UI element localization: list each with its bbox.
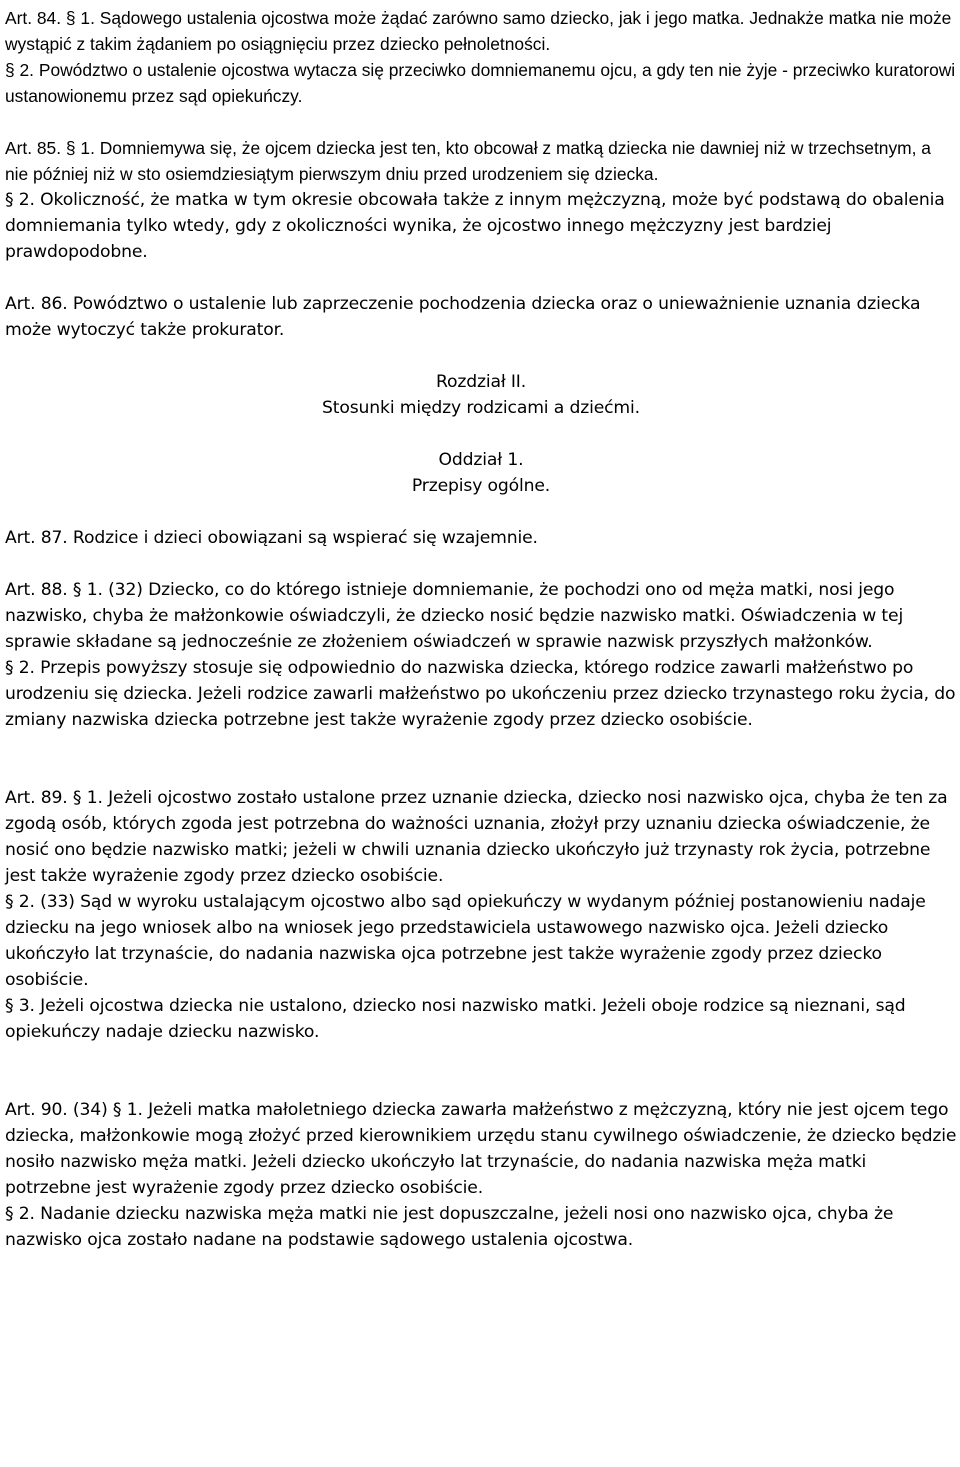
article-88-paragraph-2: § 2. Przepis powyższy stosuje się odpowiednio do nazwiska dziecka, którego rodzice zawarli małżeństwo po urodzeniu się dziecka. Jeżeli rodzice zawarli małżeństwo po ukończeniu przez dziecko trzynastego roku życia, do zmiany nazwiska dziecka potrzebne jest także wyrażenie zgody przez dziecko osobiście.: [5, 658, 956, 730]
article-90-paragraph-1: Art. 90. (34) § 1. Jeżeli matka małoletniego dziecka zawarła małżeństwo z mężczyzną, który nie jest ojcem tego dziecka, małżonkowie mogą złożyć przed kierownikiem urzędu stanu cywilnego oświadczenie, że dziecko będzie nosiło nazwisko męża matki. Jeżeli dziecko ukończyło lat trzynaście, do nadania nazwiska męża matki potrzebne jest wyrażenie zgody przez dziecko osobiście.: [5, 1100, 957, 1198]
spacer: [5, 499, 957, 525]
spacer: [5, 421, 957, 447]
spacer: [5, 109, 957, 135]
article-87-paragraph-1: Art. 87. Rodzice i dzieci obowiązani są wspierać się wzajemnie.: [5, 528, 538, 548]
section-number: Oddział 1.: [438, 450, 524, 470]
article-85-paragraph-2: § 2. Okoliczność, że matka w tym okresie obcowała także z innym mężczyzną, może być podstawą do obalenia domniemania tylko wtedy, gdy z okoliczności wynika, że ojcostwo innego mężczyzny jest bardziej prawdopodobne.: [5, 190, 945, 262]
article-89-paragraph-3: § 3. Jeżeli ojcostwa dziecka nie ustalono, dziecko nosi nazwisko matki. Jeżeli oboje rodzice są nieznani, sąd opiekuńczy nadaje dziecku nazwisko.: [5, 996, 906, 1042]
article-86: [5, 291, 957, 343]
spacer: [5, 265, 957, 291]
article-88-paragraph-1: Art. 88. § 1. (32) Dziecko, co do którego istnieje domniemanie, że pochodzi ono od męża matki, nosi jego nazwisko, chyba że małżonkowie oświadczyli, że dziecko nosić będzie nazwisko matki. Oświadczenia w tej sprawie składane są jednocześnie ze złożeniem oświadczeń w sprawie nazwisk przyszłych małżonków.: [5, 580, 904, 652]
article-88: [5, 577, 957, 733]
article-84: [5, 5, 957, 109]
chapter-number: Rozdział II.: [435, 372, 527, 392]
article-90-paragraph-2: § 2. Nadanie dziecku nazwiska męża matki nie jest dopuszczalne, jeżeli nosi ono nazwisko ojca, chyba że nazwisko ojca zostało nadane na podstawie sądowego ustalenia ojcostwa.: [5, 1204, 894, 1250]
spacer: [5, 1045, 957, 1097]
article-89-paragraph-1: Art. 89. § 1. Jeżeli ojcostwo zostało ustalone przez uznanie dziecka, dziecko nosi nazwisko ojca, chyba że ten za zgodą osób, których zgoda jest potrzebna do ważności uznania, złożył przy uznaniu dziecka oświadczenie, że nosić ono będzie nazwisko matki; jeżeli w chwili uznania dziecko ukończyło już trzynasty rok życia, potrzebne jest także wyrażenie zgody przez dziecko osobiście.: [5, 788, 948, 886]
spacer: [5, 343, 957, 369]
document-page: [5, 5, 957, 1253]
section-title: Przepisy ogólne.: [411, 476, 551, 496]
article-89-paragraph-2: § 2. (33) Sąd w wyroku ustalającym ojcostwo albo sąd opiekuńczy w wydanym później postanowieniu nadaje dziecku na jego wniosek albo na wniosek jego przedstawiciela ustawowego nazwisko ojca. Jeżeli dziecko ukończyło lat trzynaście, do nadania nazwiska ojca potrzebne jest także wyrażenie zgody przez dziecko osobiście.: [5, 892, 926, 990]
article-87: [5, 525, 957, 551]
article-86-paragraph-1: Art. 86. Powództwo o ustalenie lub zaprzeczenie pochodzenia dziecka oraz o unieważnienie uznania dziecka może wytoczyć także prokurator.: [5, 294, 921, 340]
article-85-paragraph-1: Art. 85. § 1. Domniemywa się, że ojcem dziecka jest ten, kto obcował z matką dziecka nie dawniej niż w trzechsetnym, a nie później niż w sto osiemdziesiątym pierwszym dniu przed urodzeniem się dziecka.: [5, 138, 931, 184]
article-85: [5, 135, 957, 265]
article-89: [5, 785, 957, 1045]
chapter-heading: [5, 369, 957, 421]
article-84-paragraph-1: Art. 84. § 1. Sądowego ustalenia ojcostwa może żądać zarówno samo dziecko, jak i jego matka. Jednakże matka nie może wystąpić z takim żądaniem po osiągnięciu przez dziecko pełnoletności.: [5, 8, 952, 54]
spacer: [5, 733, 957, 785]
section-heading: [5, 447, 957, 499]
chapter-title: Stosunki między rodzicami a dziećmi.: [322, 398, 640, 418]
article-84-paragraph-2: § 2. Powództwo o ustalenie ojcostwa wytacza się przeciwko domniemanemu ojcu, a gdy ten nie żyje - przeciwko kuratorowi ustanowionemu przez sąd opiekuńczy.: [5, 60, 956, 106]
article-90: [5, 1097, 957, 1253]
spacer: [5, 551, 957, 577]
